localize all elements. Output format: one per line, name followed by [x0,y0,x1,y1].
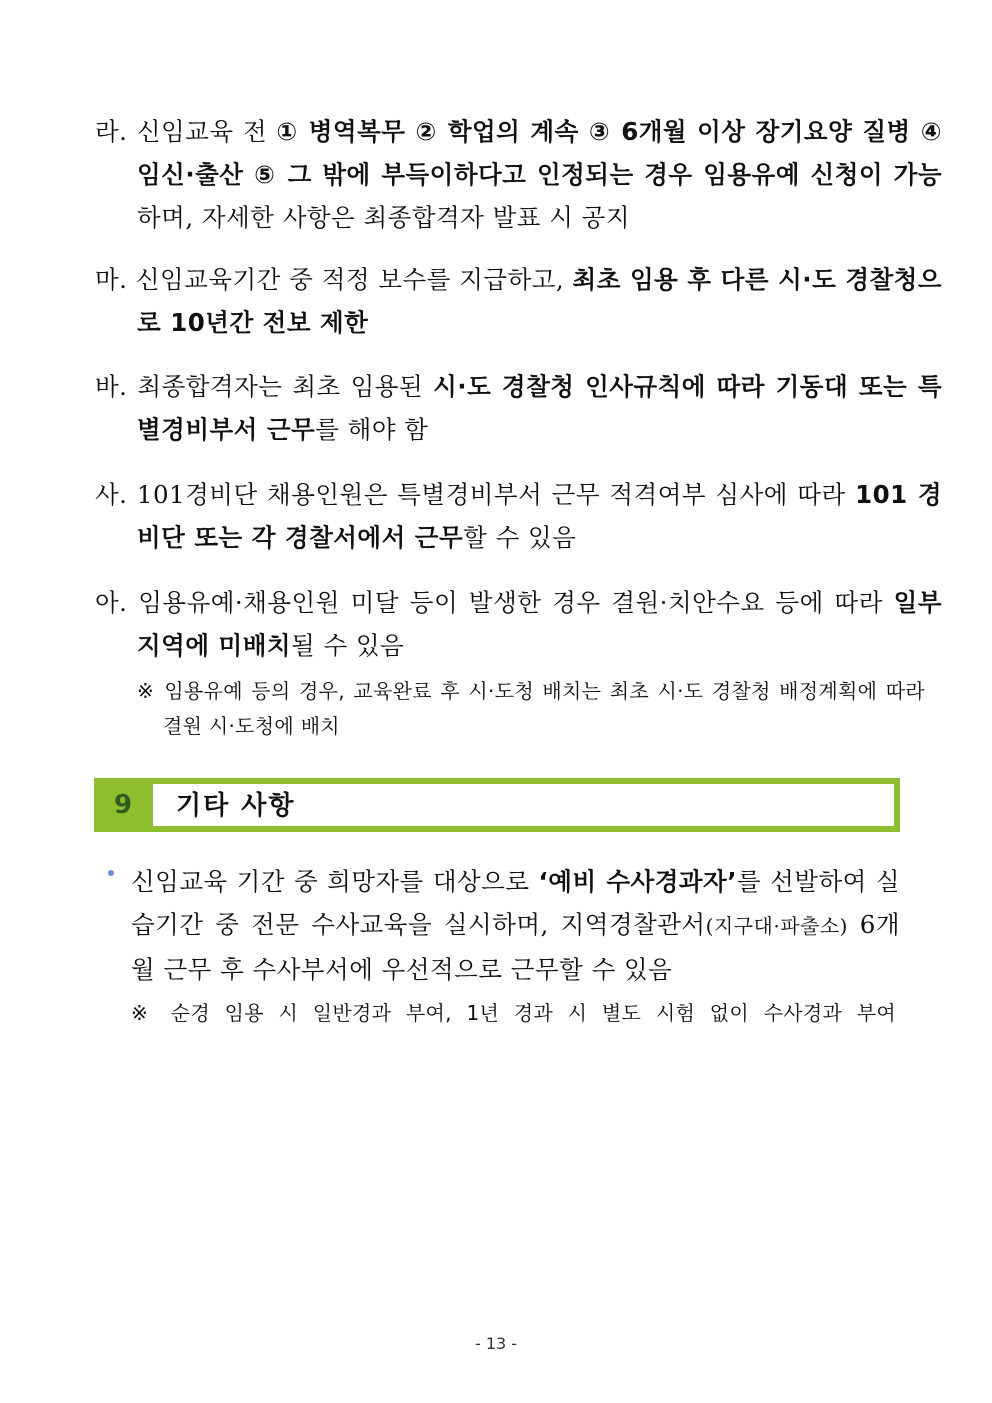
item-marker: 사. [95,480,128,509]
item-text: 할 수 있음 [463,523,577,552]
section-number: 9 [113,790,133,820]
item-ba [95,365,942,451]
item-marker: 바. [95,372,128,401]
section-title: 기타 사항 [176,791,296,821]
item-marker: 라. [95,117,128,146]
item-bold-text: ① 병역복무 ② 학업의 계속 ③ 6개월 이상 장기요양 질병 ④ 임신·출산 ⑤ 그 밖에 부득이하다고 인정되는 경우 임용유예 신청이 가능 [137,117,942,189]
bullet-paragraph [131,860,900,991]
item-text: 될 수 있음 [291,631,405,660]
item-text: 신임교육 전 [136,117,277,146]
item-text: 101경비단 채용인원은 특별경비부서 근무 적격여부 심사에 따라 [136,480,856,509]
bullet-small-text: (지구대·파출소) [705,914,848,938]
item-marker: 마. [95,265,128,294]
page-number: - 13 - [474,1334,518,1353]
item-bold-text: 101 경비단 또는 각 경찰서에서 근무 [137,480,943,552]
bullet-bold-text: ‘예비 수사경과자’ [538,867,738,896]
item-marker: 아. [95,588,128,617]
item-note: ※ 임용유예 등의 경우, 교육완료 후 시·도청 배치는 최초 시·도 경찰청 배정계획에 따라 결원 시·도청에 배치 [137,679,925,738]
item-text: 를 해야 함 [315,415,429,444]
item-text: 최종합격자는 최초 임용된 [137,372,434,401]
item-bold-text: 최초 임용 후 다른 시·도 경찰청으로 10년간 전보 제한 [137,265,942,337]
bullet-text: 신임교육 기간 중 희망자를 대상으로 [131,867,539,896]
item-ra [95,110,942,239]
item-ma [95,258,942,344]
item-a [95,581,942,667]
item-bold-text: 일부 지역에 미배치 [137,588,942,660]
item-text: 임용유예·채용인원 미달 등이 발생한 경우 결원·치안수요 등에 따라 [138,588,894,617]
bullet-note: ※ 순경 임용 시 일반경과 부여, 1년 경과 시 별도 시험 없이 수사경과 부여 [131,1001,896,1025]
item-text: 하며, 자세한 사항은 최종합격자 발표 시 공지 [137,203,631,232]
bullet-text: 6개월 근무 후 수사부서에 우선적으로 근무할 수 있음 [131,910,900,984]
bullet-icon [108,870,114,876]
item-bold-text: 시·도 경찰청 인사규칙에 따라 기동대 또는 특별경비부서 근무 [137,372,943,444]
bullet-text: 를 선발하여 실습기간 중 전문 수사교육을 실시하며, 지역경찰관서 [131,867,901,939]
item-sa [95,473,942,559]
item-text: 신임교육기간 중 적정 보수를 지급하고, [135,265,573,294]
